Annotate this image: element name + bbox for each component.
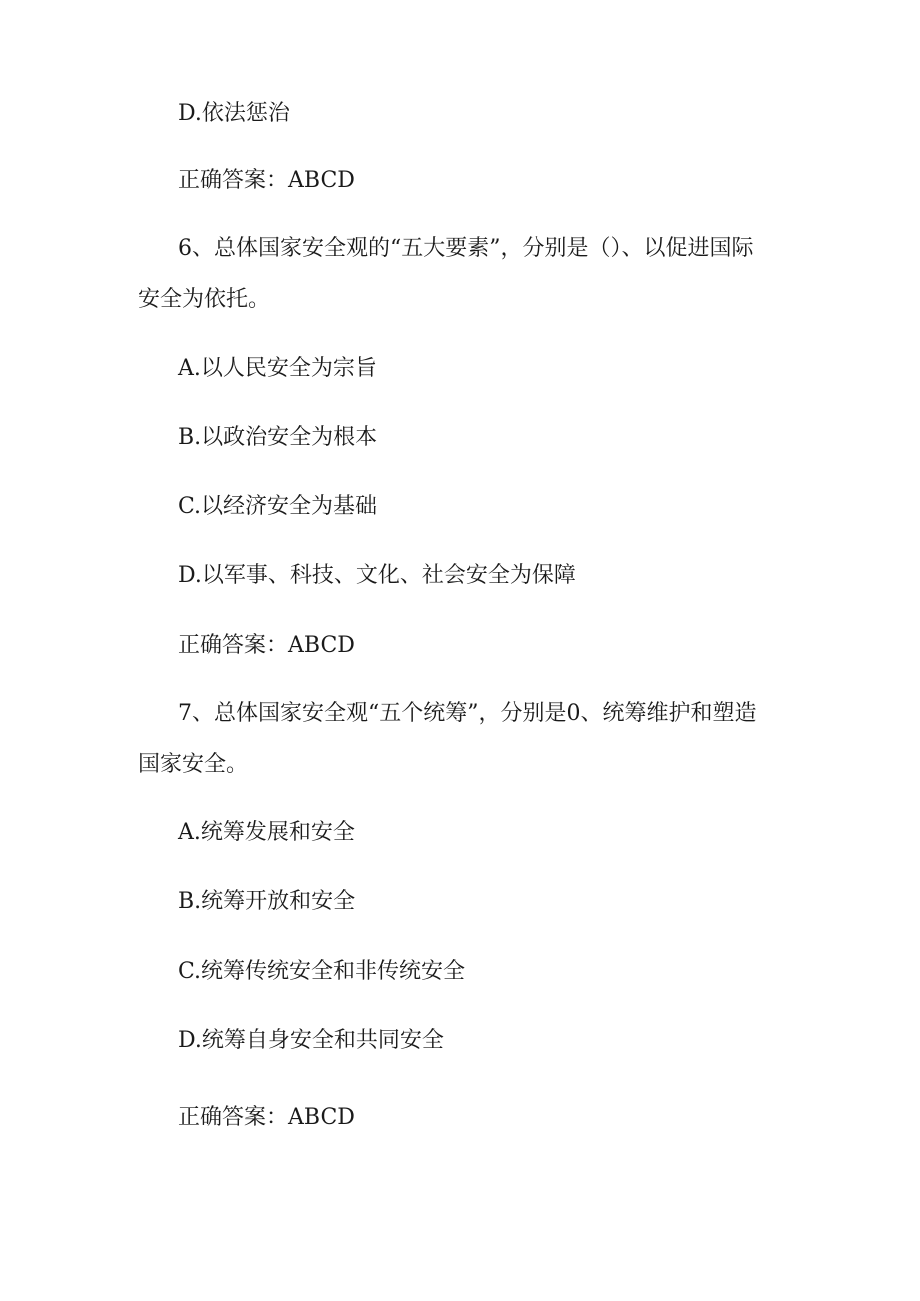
- option-a: A.以人民安全为宗旨: [178, 356, 377, 381]
- option-a: A.统筹发展和安全: [178, 820, 355, 845]
- option-d: D.统筹自身安全和共同安全: [178, 1028, 444, 1053]
- option-b: B.以政治安全为根本: [178, 425, 378, 450]
- question-text-line: 安全为依托。: [138, 287, 271, 312]
- option-d: D.以军事、科技、文化、社会安全为保障: [178, 563, 576, 588]
- correct-answer: 正确答案：ABCD: [178, 1105, 355, 1130]
- option-c: C.以经济安全为基础: [178, 494, 378, 519]
- question-text-line: 7、总体国家安全观“五个统筹”，分别是0、统筹维护和塑造: [178, 701, 757, 726]
- option-c: C.统筹传统安全和非传统安全: [178, 959, 466, 984]
- question-text-line: 国家安全。: [138, 752, 249, 777]
- option-b: B.统筹开放和安全: [178, 889, 356, 914]
- option-d: D.依法惩治: [178, 101, 290, 126]
- correct-answer: 正确答案：ABCD: [178, 633, 355, 658]
- correct-answer: 正确答案：ABCD: [178, 168, 355, 193]
- question-text-line: 6、总体国家安全观的“五大要素”，分别是（）、以促进国际: [178, 236, 754, 261]
